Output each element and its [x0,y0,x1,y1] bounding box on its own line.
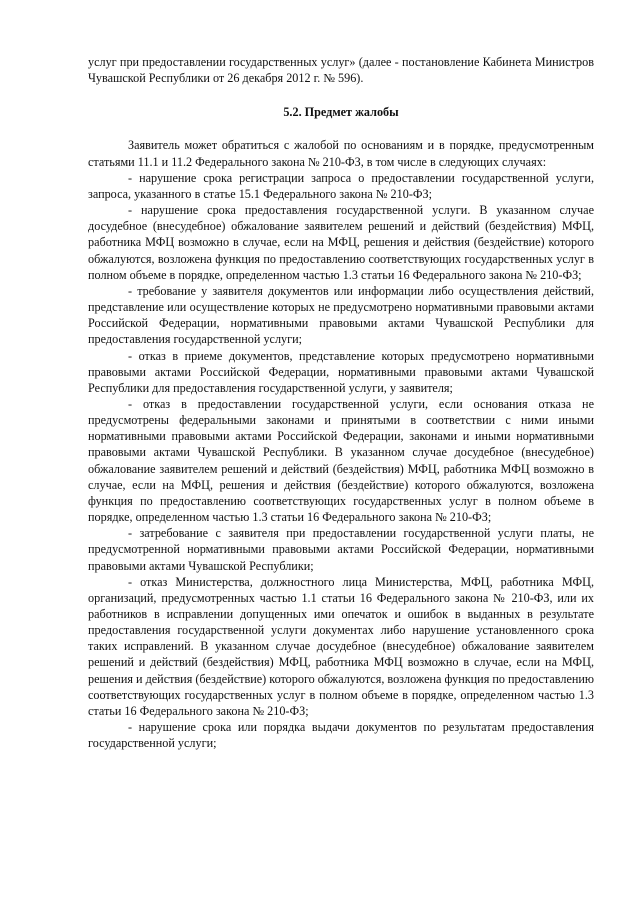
list-item: - нарушение срока или порядка выдачи документов по результатам предоставления государственной услуги; [88,720,594,751]
list-item: - отказ в приеме документов, представление которых предусмотрено нормативными правовыми актами Российской Федерации, нормативными правовыми актами Чувашской Республики для предоставления государственной услуги, у заявителя; [88,348,594,395]
list-item: - требование у заявителя документов или информации либо осуществления действий, представление или осуществление которых не предусмотрено нормативными правовыми актами Российской Федерации, нормативными правовыми актами Чувашской Республики для предоставления государственной услуги; [88,283,594,347]
lead-paragraph: Заявитель может обратиться с жалобой по основаниям и в порядке, предусмотренным статьями 11.1 и 11.2 Федерального закона № 210-ФЗ, в том числе в следующих случаях: [88,138,594,169]
document-body [88,54,594,751]
list-item: - затребование с заявителя при предоставлении государственной услуги платы, не предусмотренной нормативными правовыми актами Российской Федерации, нормативными правовыми актами Чувашской Республики; [88,526,594,573]
list-item: - нарушение срока регистрации запроса о предоставлении государственной услуги, запроса, указанного в статье 15.1 Федерального закона № 210-ФЗ; [88,170,594,201]
list-item: - нарушение срока предоставления государственной услуги. В указанном случае досудебное (внесудебное) обжалование заявителем решений и действий (бездействия) МФЦ, работника МФЦ возможно в случае, если на МФЦ, решения и действия (бездействие) которого обжалуются, возложена функция по предоставлению соответствующих государственных услуг в полном объеме в порядке, определенном частью 1.3 статьи 16 Федерального закона № 210-ФЗ; [88,203,594,282]
list-item: - отказ в предоставлении государственной услуги, если основания отказа не предусмотрены федеральными законами и принятыми в соответствии с ними иными нормативными правовыми актами Российской Федерации, законами и иными нормативными правовыми актами Чувашской Республики. В указанном случае досудебное (внесудебное) обжалование заявителем решений и действий (бездействия) МФЦ, работника МФЦ возможно в случае, если на МФЦ, решения и действия (бездействие) которого обжалуются, возложена функция по предоставлению соответствующих государственных услуг в полном объеме в порядке, определенном частью 1.3 статьи 16 Федерального закона № 210-ФЗ; [88,396,594,525]
intro-paragraph: услуг при предоставлении государственных услуг» (далее - постановление Кабинета Министров Чувашской Республики от 26 декабря 2012 г. № 596). [88,55,594,86]
section-heading: 5.2. Предмет жалобы [283,105,399,120]
list-item: - отказ Министерства, должностного лица Министерства, МФЦ, работника МФЦ, организаций, предусмотренных частью 1.1 статьи 16 Федерального закона № 210-ФЗ, или их работников в исправлении допущенных ими опечаток и ошибок в выданных в результате предоставления государственной услуги документах либо нарушение установленного срока таких исправлений. В указанном случае досудебное (внесудебное) обжалование заявителем решений и действий (бездействия) МФЦ, работника МФЦ возможно в случае, если на МФЦ, решения и действия (бездействие) которого обжалуются, возложена функция по предоставлению соответствующих государственных услуг в полном объеме в порядке, определенном частью 1.3 статьи 16 Федерального закона № 210-ФЗ; [88,574,594,718]
